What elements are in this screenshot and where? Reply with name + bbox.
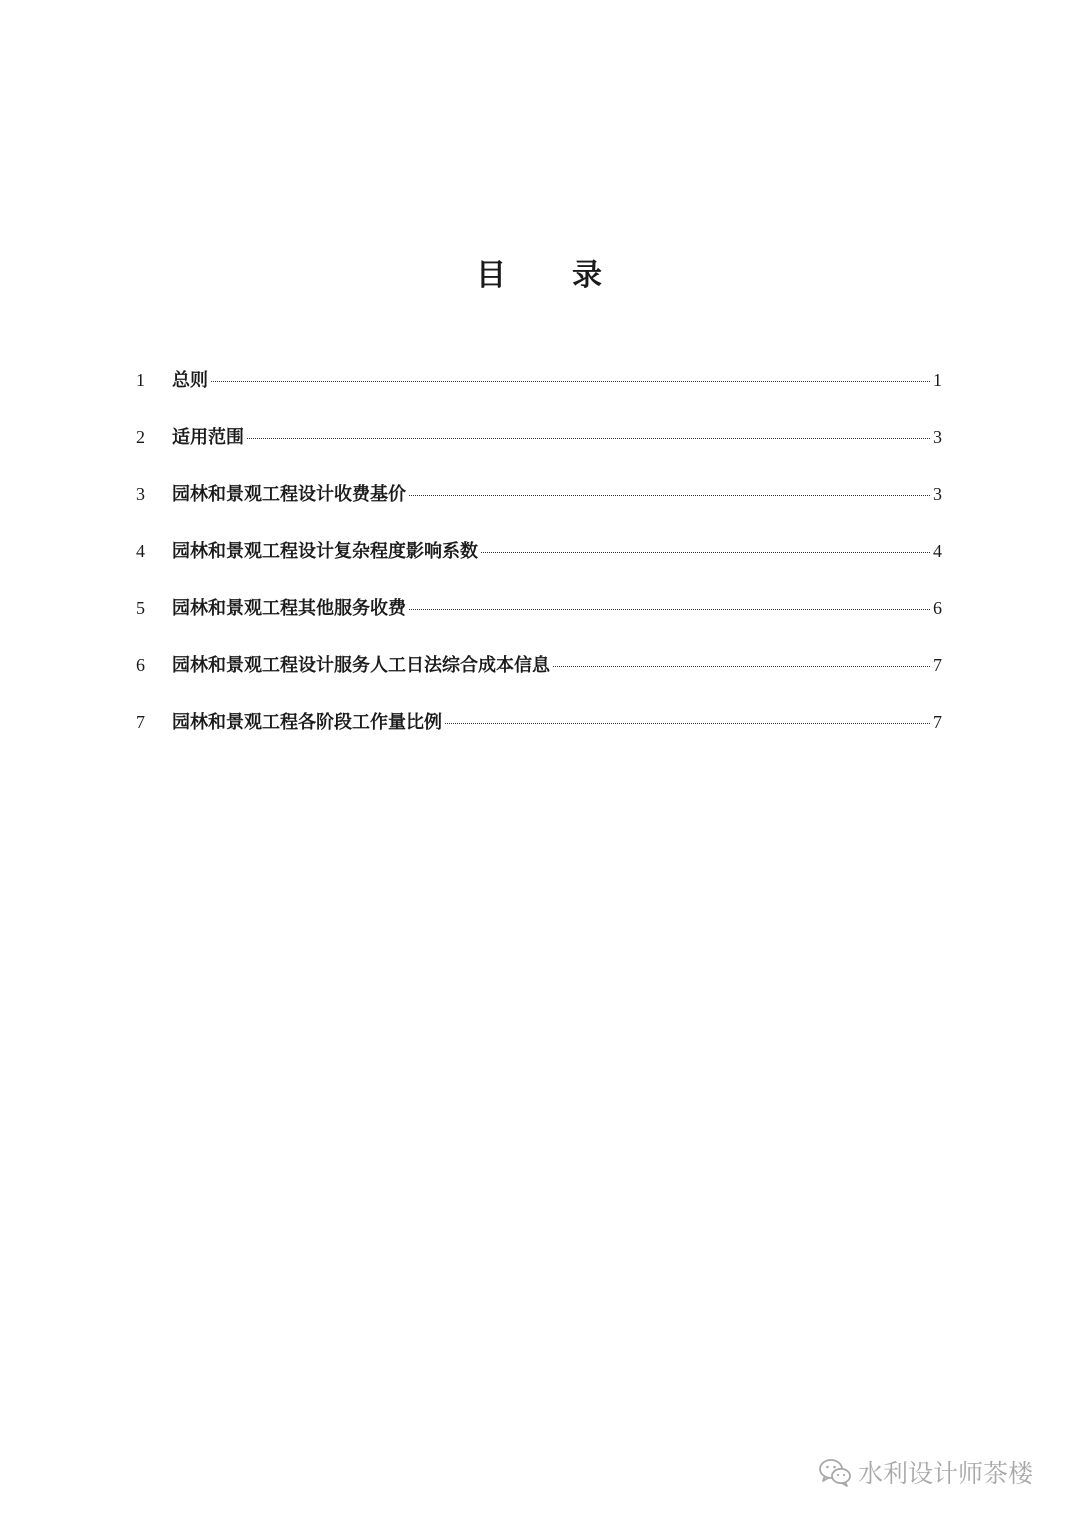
toc-entry-page: 7 xyxy=(933,712,942,732)
toc-entry-number: 6 xyxy=(136,655,145,675)
wechat-icon xyxy=(818,1457,852,1487)
watermark xyxy=(818,1454,1033,1490)
toc-dot-leader xyxy=(211,381,930,382)
toc-entry-number: 3 xyxy=(136,484,145,504)
toc-entry-label: 园林和景观工程设计服务人工日法综合成本信息 xyxy=(172,655,550,676)
toc-entry[interactable] xyxy=(136,651,942,708)
toc-entry-label: 园林和景观工程各阶段工作量比例 xyxy=(172,712,442,733)
toc-entry-page: 6 xyxy=(933,598,942,618)
watermark-text: 水利设计师茶楼 xyxy=(858,1459,1034,1488)
toc-entry[interactable] xyxy=(136,594,942,651)
toc-dot-leader xyxy=(247,438,930,439)
toc-dot-leader xyxy=(409,609,930,610)
toc-entry-number: 2 xyxy=(136,427,145,447)
toc-entry-number: 1 xyxy=(136,370,145,390)
toc-entry-label: 园林和景观工程设计复杂程度影响系数 xyxy=(172,541,478,562)
toc-entry-page: 1 xyxy=(933,370,942,390)
toc-entry-number: 7 xyxy=(136,712,145,732)
toc-entry-page: 3 xyxy=(933,484,942,504)
toc-entry-label: 总则 xyxy=(172,370,208,391)
toc-dot-leader xyxy=(553,666,930,667)
toc-entry-number: 5 xyxy=(136,598,145,618)
toc-dot-leader xyxy=(445,723,930,724)
title-char: 录 xyxy=(572,258,604,293)
toc-entry[interactable] xyxy=(136,708,942,765)
toc-entry-number: 4 xyxy=(136,541,145,561)
page-title xyxy=(0,250,1080,294)
toc-entry-page: 7 xyxy=(933,655,942,675)
toc-entry[interactable] xyxy=(136,366,942,423)
toc-dot-leader xyxy=(409,495,930,496)
toc-entry[interactable] xyxy=(136,423,942,480)
title-char: 目 xyxy=(476,258,508,293)
toc-entry[interactable] xyxy=(136,480,942,537)
toc-entry-label: 适用范围 xyxy=(172,427,244,448)
table-of-contents xyxy=(136,366,942,765)
toc-entry-label: 园林和景观工程其他服务收费 xyxy=(172,598,406,619)
toc-dot-leader xyxy=(481,552,930,553)
toc-entry-page: 4 xyxy=(933,541,942,561)
toc-entry-label: 园林和景观工程设计收费基价 xyxy=(172,484,406,505)
toc-entry[interactable] xyxy=(136,537,942,594)
toc-entry-page: 3 xyxy=(933,427,942,447)
